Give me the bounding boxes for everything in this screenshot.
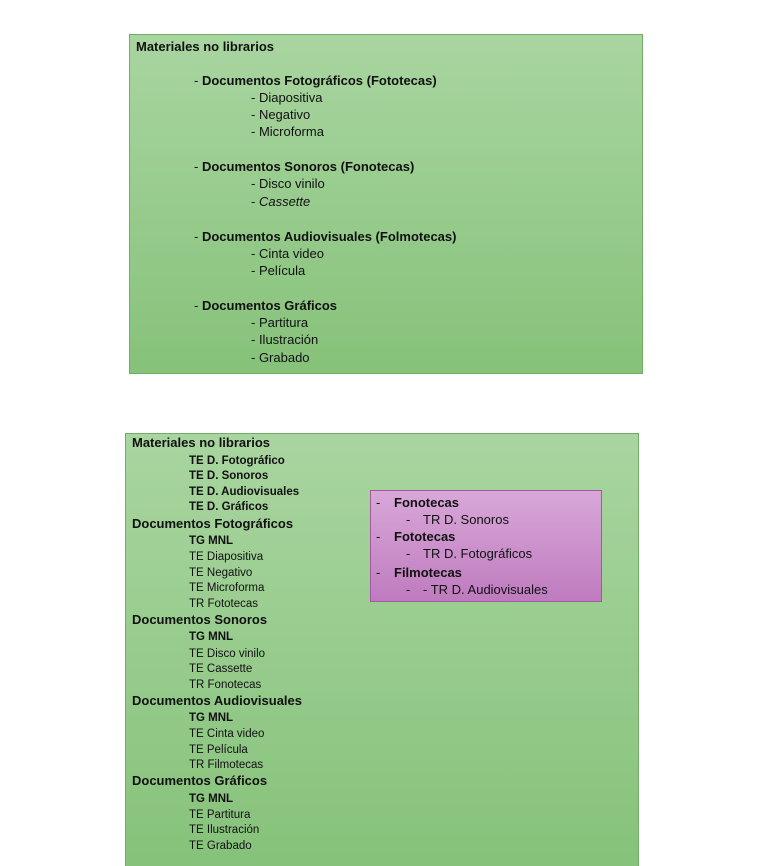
box1-group-item: - Grabado (251, 350, 310, 365)
box2-term: TR Fonotecas (189, 679, 262, 691)
box2-section-heading: Documentos Audiovisuales (132, 693, 302, 708)
callout-sub: TR D. Sonoros (423, 512, 509, 527)
box1-group-item: - Partitura (251, 315, 309, 330)
box2-term: TE Cassette (189, 663, 253, 675)
callout-heading: Filmotecas (394, 565, 462, 580)
box2-title-term: TE D. Gráficos (189, 501, 269, 513)
callout-sub: - TR D. Audiovisuales (423, 582, 548, 597)
box1-group-item: - Disco vinilo (251, 176, 325, 191)
box1-group-heading: - Documentos Audiovisuales (Folmotecas) (194, 229, 457, 244)
box2-term: TR Fototecas (189, 598, 259, 610)
box2-section-heading: Documentos Sonoros (132, 612, 268, 627)
box2-title-term: TE D. Audiovisuales (189, 486, 300, 498)
box2-term: TE Negativo (189, 567, 253, 579)
box2-broader-term: TG MNL (189, 535, 234, 547)
callout-heading: Fototecas (394, 529, 456, 544)
callout-heading: Fonotecas (394, 495, 460, 510)
box2-term: TE Disco vinilo (189, 648, 266, 660)
box2-section-heading: Documentos Gráficos (132, 773, 268, 788)
box2-title: Materiales no librarios (132, 435, 270, 450)
box1-group-item: - Cinta video (251, 246, 324, 261)
box2-term: TE Microforma (189, 582, 265, 594)
box2-broader-term: TG MNL (189, 631, 234, 643)
box1-group-item: - Cassette (251, 194, 311, 209)
callout-dash: - (376, 565, 381, 580)
related-terms-callout (370, 490, 602, 602)
callout-sub-dash: - (406, 582, 411, 597)
callout-sub-dash: - (406, 546, 411, 561)
box2-term: TE Partitura (189, 809, 251, 821)
box2-term: TE Grabado (189, 840, 252, 852)
box1-group-heading: - Documentos Fotográficos (Fototecas) (194, 73, 437, 88)
box1-group-item: - Película (251, 263, 306, 278)
non-book-materials-outline-box (129, 34, 643, 374)
box1-group-heading: - Documentos Sonoros (Fonotecas) (194, 159, 415, 174)
callout-sub-dash: - (406, 512, 411, 527)
box1-group-item: - Microforma (251, 124, 324, 139)
box1-group-item: - Negativo (251, 107, 311, 122)
box2-section-heading: Documentos Fotográficos (132, 516, 294, 531)
callout-sub: TR D. Fotográficos (423, 546, 533, 561)
callout-dash: - (376, 495, 381, 510)
box2-term: TR Filmotecas (189, 759, 264, 771)
box1-title: Materiales no librarios (136, 39, 274, 54)
box2-term: TE Película (189, 744, 248, 756)
box2-broader-term: TG MNL (189, 793, 234, 805)
box2-title-term: TE D. Fotográfico (189, 455, 285, 467)
box1-group-item: - Diapositiva (251, 90, 323, 105)
box2-term: TE Diapositiva (189, 551, 264, 563)
box1-group-heading: - Documentos Gráficos (194, 298, 338, 313)
box2-term: TE Cinta video (189, 728, 265, 740)
box1-group-item: - Ilustración (251, 332, 319, 347)
callout-dash: - (376, 529, 381, 544)
box2-term: TE Ilustración (189, 824, 260, 836)
box2-title-term: TE D. Sonoros (189, 470, 269, 482)
box2-broader-term: TG MNL (189, 712, 234, 724)
